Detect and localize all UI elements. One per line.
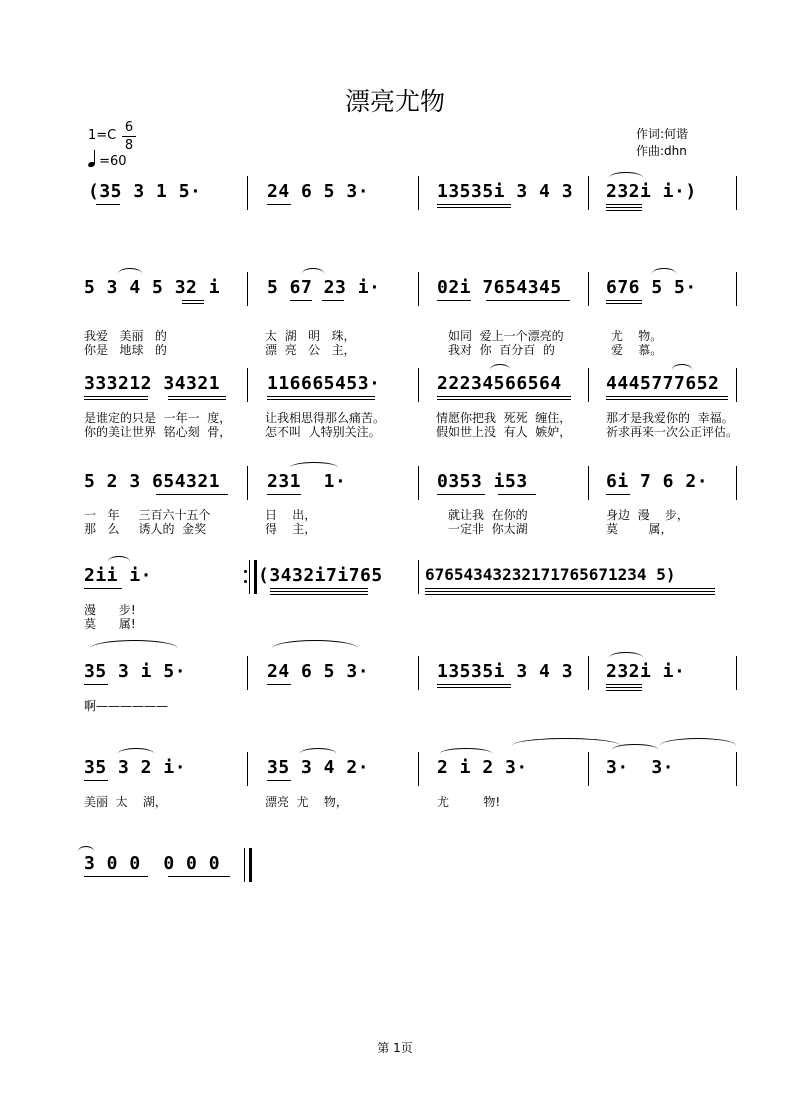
lyric-verse-1: 就让我 在你的 bbox=[448, 508, 528, 522]
lyric-verse-2: 你的美让世界 铭心刻 骨， bbox=[84, 425, 232, 439]
measure: (35 3 1 5· bbox=[88, 181, 202, 202]
measure: 231 1· bbox=[267, 471, 347, 492]
lyric-verse-1: 情愿你把我 死死 缠住， bbox=[436, 411, 572, 425]
measure: 5 2 3 654321 bbox=[84, 471, 221, 492]
lyric-verse-1: 是谁定的只是 一年一 度， bbox=[84, 411, 232, 425]
lyric-verse-1: 身边 漫 步， bbox=[606, 508, 689, 522]
measure: 0353 i53 bbox=[437, 471, 528, 492]
measure: 3· 3· bbox=[606, 757, 675, 778]
measure: 4445777652 bbox=[606, 373, 720, 394]
composer-credit: 作曲:dhn bbox=[636, 144, 687, 158]
lyric-verse-2: 假如世上没 有人 嫉妒， bbox=[436, 425, 572, 439]
measure: 232i i·) bbox=[606, 181, 697, 202]
measure: 24 6 5 3· bbox=[267, 661, 370, 682]
lyric-verse-1: 漂亮 尤 物， bbox=[265, 795, 348, 809]
lyric-verse-2: 漂 亮 公 主， bbox=[265, 343, 356, 357]
measure: 6i 7 6 2· bbox=[606, 471, 709, 492]
measure: 22234566564 bbox=[437, 373, 562, 394]
measure: 676 5 5· bbox=[606, 277, 697, 298]
lyric-verse-1: 啊—————— bbox=[84, 699, 169, 713]
lyric-verse-1: 漫 步! bbox=[84, 603, 136, 617]
measure: 13535i 3 4 3 bbox=[437, 181, 574, 202]
lyric-verse-1: 那才是我爱你的 幸福。 bbox=[606, 411, 734, 425]
lyric-verse-2: 莫 属! bbox=[84, 617, 136, 631]
lyric-verse-1: 尤 物。 bbox=[611, 329, 663, 343]
measure: (3432i7i765 bbox=[258, 565, 383, 586]
lyric-verse-2: 莫 属， bbox=[606, 522, 673, 536]
lyric-verse-2: 怎不叫 人特别关注。 bbox=[265, 425, 381, 439]
credits bbox=[636, 126, 688, 160]
measure: 13535i 3 4 3 bbox=[437, 661, 574, 682]
lyric-verse-2: 爱 慕。 bbox=[611, 343, 663, 357]
lyric-verse-1: 让我相思得那么痛苦。 bbox=[265, 411, 386, 425]
lyric-verse-1: 太 湖 明 珠， bbox=[265, 329, 356, 343]
lyric-verse-1: 一 年 三百六十五个 bbox=[84, 508, 211, 522]
lyric-verse-1: 我爱 美丽 的 bbox=[84, 329, 167, 343]
lyric-verse-1: 如同 爱上一个漂亮的 bbox=[448, 329, 564, 343]
measure: 5 3 4 5 32 i bbox=[84, 277, 221, 298]
measure: 35 3 2 i· bbox=[84, 757, 187, 778]
lyricist-credit: 作词:何谐 bbox=[636, 127, 689, 141]
measure: 2ii i· bbox=[84, 565, 153, 586]
measure: 333212 34321 bbox=[84, 373, 221, 394]
measure: 67654343232171765671234 5) bbox=[425, 565, 676, 584]
measure: 35 3 4 2· bbox=[267, 757, 370, 778]
page-number: 第 1页 bbox=[377, 1041, 413, 1055]
time-signature: 6 8 bbox=[122, 120, 136, 153]
tempo-marking: =60 bbox=[88, 150, 127, 169]
quarter-note-icon bbox=[87, 161, 95, 168]
lyric-verse-1: 美丽 太 湖， bbox=[84, 795, 167, 809]
lyric-verse-1: 日 出， bbox=[265, 508, 317, 522]
measure: 5 67 23 i· bbox=[267, 277, 381, 298]
measure: 116665453· bbox=[267, 373, 381, 394]
lyric-verse-2: 一定非 你太湖 bbox=[448, 522, 528, 536]
measure: 02i 7654345 bbox=[437, 277, 562, 298]
measure: 24 6 5 3· bbox=[267, 181, 370, 202]
key-signature: 1=C bbox=[88, 128, 117, 143]
measure: 2 i 2 3· bbox=[437, 757, 528, 778]
lyric-verse-2: 那 么 诱人的 金奖 bbox=[84, 522, 207, 536]
measure: 232i i· bbox=[606, 661, 686, 682]
song-title: 漂亮尤物 bbox=[344, 87, 445, 116]
lyric-verse-1: 尤 物! bbox=[437, 795, 501, 809]
lyric-verse-2: 我对 你 百分百 的 bbox=[448, 343, 555, 357]
lyric-verse-2: 祈求再来一次公正评估。 bbox=[606, 425, 739, 439]
measure: 3 0 0 0 0 0 bbox=[84, 853, 221, 874]
lyric-verse-2: 你是 地球 的 bbox=[84, 343, 167, 357]
measure: 35 3 i 5· bbox=[84, 661, 187, 682]
lyric-verse-2: 得 主， bbox=[265, 522, 317, 536]
